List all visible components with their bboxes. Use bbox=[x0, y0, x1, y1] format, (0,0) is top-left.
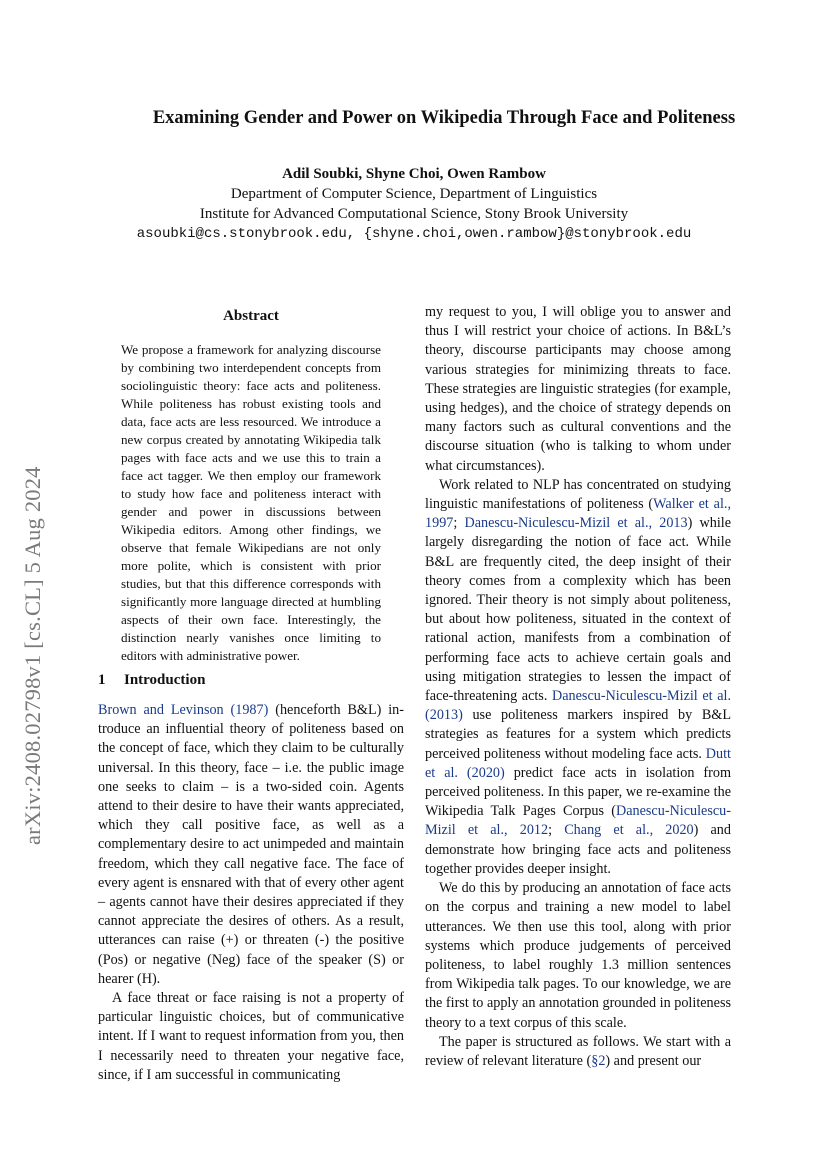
section-title: Introduction bbox=[124, 672, 206, 688]
citation-link[interactable]: Danescu-Niculescu-Mizil et al. (2013) bbox=[425, 688, 731, 724]
citation-link[interactable]: Danescu-Niculescu-Mizil et al., 2012 bbox=[425, 803, 731, 839]
arxiv-identifier: arXiv:2408.02798v1 [cs.CL] 5 Aug 2024 bbox=[20, 466, 45, 845]
intro-paragraph-5: The paper is structured as follows. We start with a review of relevant literature (§2) and present our bbox=[425, 1033, 731, 1069]
right-column-body bbox=[425, 303, 731, 1071]
affiliation-institute: Institute for Advanced Computational Science, Stony Brook University bbox=[199, 206, 629, 222]
citation-link[interactable]: Brown and Levinson (1987) bbox=[98, 702, 269, 718]
abstract-heading: Abstract bbox=[223, 308, 279, 324]
citation-link[interactable]: Walker et al., 1997 bbox=[425, 496, 731, 532]
intro-paragraph-1: Brown and Levinson (1987) (henceforth B&L) introduce an influential theory of politeness based on the concept of face, which they claim to be culturally universal. In this theory, face – i.e. the public image one seeks to claim – is a two-sided coin. Agents attend to their desire to have their wants appreciated, which they call positive face, as well as a complementary desire to act unimpeded and maintain freedom, which they call negative face. The face of every agent is ensnared with that of every other agent – agents cannot have their desires appreciated if they cannot appreciate the desires of others. As a result, utterances can raise (+) or threaten (-) the positive (Pos) or negative (Neg) face of the speaker (S) or hearer (H). bbox=[98, 702, 404, 987]
author-block bbox=[0, 164, 828, 244]
citation-link[interactable]: Chang et al., 2020 bbox=[564, 822, 694, 839]
abstract-paragraph: We propose a framework for analyzing discourse by combining two interdependent concepts from sociolinguistic theory: face acts and politeness. While politeness has robust existing tools and data, face acts are less resourced. We introduce a new corpus created by annotating Wikipedia talk pages with face acts and we use this to train a face act tagger. We then employ our framework to study how face and politeness interact with gender and power in discussions between Wikipedia editors. Among other findings, we observe that female Wikipedians are not only more polite, which is consistent with prior studies, but that this difference corresponds with significantly more language directed at humbling aspects of their own face. Interestingly, the distinction nearly vanishes once limiting to editors with administrative power. bbox=[121, 342, 381, 663]
author-names: Adil Soubki, Shyne Choi, Owen Rambow bbox=[282, 166, 546, 182]
intro-paragraph-2-cont: my request to you, I will oblige you to answer and thus I will restrict your choice of actions. In B&L’s theory, discourse participants may choose among various strategies for minimizing threats to face. These strategies are linguistic strategies (for example, using hedges), and the choice of strategy depends on many factors such as cultural conventions and the discourse situation (who is talking to whom under what circumstances). bbox=[425, 304, 731, 474]
section-reference-link[interactable]: §2 bbox=[591, 1052, 606, 1069]
author-emails: asoubki@cs.stonybrook.edu, {shyne.choi,owen.rambow}@stonybrook.edu bbox=[136, 226, 692, 242]
citation-link[interactable]: Danescu-Niculescu-Mizil et al., 2013 bbox=[464, 515, 688, 532]
section-heading-introduction bbox=[98, 672, 205, 689]
intro-paragraph-2: A face threat or face raising is not a property of particular linguistic choices, but of communicative intent. If I want to request information from you, then I necessarily need to threaten your negative face, since, if I am successful in communicating bbox=[98, 990, 404, 1083]
left-column-body bbox=[98, 701, 404, 1085]
paper-title: Examining Gender and Power on Wikipedia Through Face and Politeness bbox=[152, 108, 736, 128]
intro-paragraph-4: We do this by producing an annotation of face acts on the corpus and training a new model to label utterances. We then use this tool, along with prior systems which produce judgements of perceived politeness, to label roughly 1.3 million sentences from Wikipedia talk pages. To our knowledge, we are the first to apply an annotation grounded in politeness theory to a text corpus of this scale. bbox=[425, 880, 731, 1031]
abstract-text bbox=[121, 341, 381, 665]
affiliation-departments: Department of Computer Science, Department of Linguistics bbox=[230, 186, 598, 202]
intro-paragraph-3: Work related to NLP has concentrated on studying linguistic manifestations of politeness (Walker et al., 1997; Danescu-Niculescu-Mizil et al., 2013) while largely disregarding the notion of face act. While B&L are frequently cited, the deep insight of their theory comes from a complexity which has been ignored. Their theory is not simply about politeness, but about how politeness, situated in the context of rational action, manifests from a combination of performing face acts to achieve certain goals and using mitigation strategies to lessen the impact of face-threatening acts. Danescu-Niculescu-Mizil et al. (2013) use politeness markers inspired by B&L strategies as features for a system which predicts perceived politeness without modeling face acts. Dutt et al. (2020) predict face acts in isolation from perceived politeness. In this paper, we re-examine the Wikipedia Talk Pages Corpus (Danescu-Niculescu-Mizil et al., 2012; Chang et al., 2020) and demonstrate how bringing face acts and politeness together provides deeper insight. bbox=[425, 476, 731, 877]
section-number: 1 bbox=[98, 672, 106, 688]
citation-link[interactable]: Dutt et al. (2020) bbox=[425, 745, 731, 781]
